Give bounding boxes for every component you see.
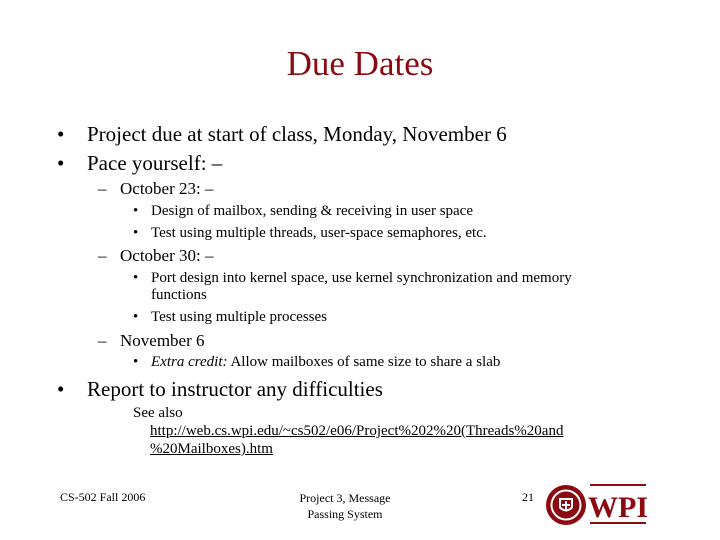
bullet-text: Port design into kernel space, use kernel synchronization and memory — [151, 270, 572, 286]
page-number: 21 — [522, 490, 534, 504]
slide-title: Due Dates — [286, 44, 434, 83]
dash-icon: – — [98, 179, 107, 198]
item-port-design — [133, 270, 572, 287]
extra-credit-label: Extra credit: — [151, 354, 228, 370]
bullet-icon: • — [57, 151, 65, 175]
bullet-icon: • — [133, 270, 139, 286]
bullet-icon: • — [133, 203, 139, 219]
bullet-text: Project due at start of class, Monday, November 6 — [87, 122, 507, 146]
bullet-pace-yourself — [57, 151, 223, 176]
see-also-label: See also — [133, 405, 183, 421]
bullet-text: Allow mailboxes of same size to share a slab — [227, 354, 501, 370]
bullet-text: November 6 — [120, 331, 205, 350]
project-link-continued[interactable]: %20Mailboxes).htm — [150, 441, 273, 457]
item-test-threads — [133, 225, 487, 242]
bullet-project-due — [57, 122, 507, 147]
dash-icon: – — [98, 331, 107, 350]
item-test-processes — [133, 309, 328, 326]
bullet-icon: • — [133, 354, 139, 370]
bullet-text: October 23: – — [120, 179, 214, 198]
footer-course: CS-502 Fall 2006 — [60, 490, 146, 504]
project-link[interactable]: http://web.cs.wpi.edu/~cs502/e06/Project%202%20(Threads%20and — [150, 423, 564, 439]
logo-text: WPI — [588, 491, 648, 524]
sub-bullet-oct23 — [98, 179, 214, 199]
bullet-icon: • — [57, 122, 65, 146]
bullet-report-difficulties — [57, 377, 383, 402]
item-extra-credit — [133, 354, 501, 371]
bullet-text: Pace yourself: – — [87, 151, 223, 175]
footer-title-line2: Passing System — [307, 507, 383, 521]
sub-bullet-oct30 — [98, 246, 214, 266]
bullet-text: Test using multiple processes — [151, 309, 328, 325]
footer-title-line1: Project 3, Message — [299, 491, 391, 505]
item-design-mailbox — [133, 203, 474, 220]
wpi-logo-icon — [588, 482, 648, 526]
dash-icon: – — [98, 246, 107, 265]
bullet-text: Test using multiple threads, user-space semaphores, etc. — [151, 225, 487, 241]
bullet-icon: • — [57, 377, 65, 401]
bullet-text: Report to instructor any difficulties — [87, 377, 383, 401]
footer-title — [290, 490, 400, 522]
bullet-icon: • — [133, 225, 139, 241]
bullet-text: Design of mailbox, sending & receiving in user space — [151, 203, 474, 219]
bullet-text: functions — [151, 287, 207, 303]
sub-bullet-nov6 — [98, 331, 205, 351]
wpi-seal-icon — [545, 484, 587, 526]
bullet-icon: • — [133, 309, 139, 325]
item-port-design-continued — [151, 287, 207, 304]
bullet-text: October 30: – — [120, 246, 214, 265]
